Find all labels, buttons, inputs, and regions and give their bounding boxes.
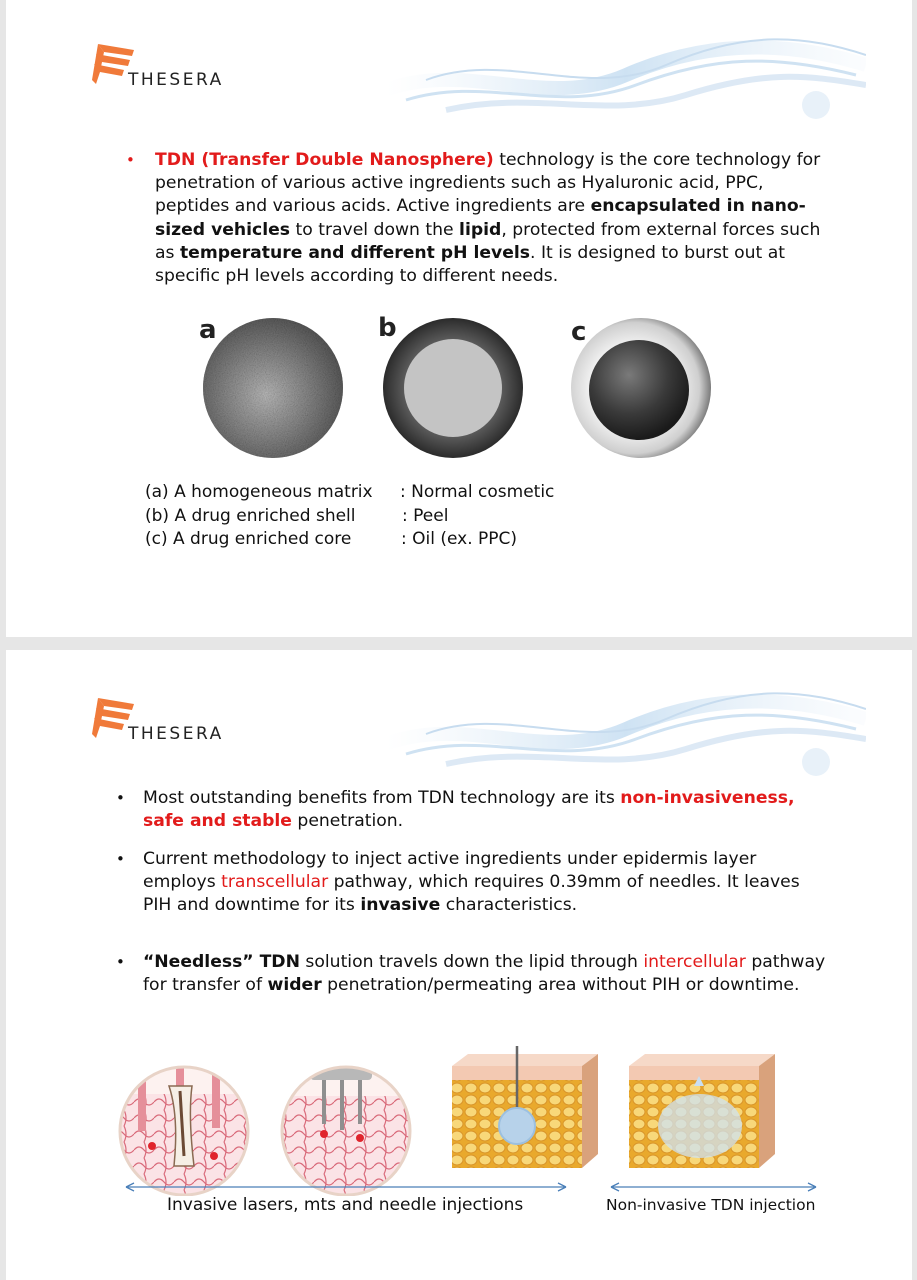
- decorative-wave-icon: [386, 20, 866, 130]
- thesera-logo: [90, 694, 290, 744]
- caption-row: [145, 528, 518, 552]
- text-span: technology is the core technology for penetration of various active ingredients such as Hyaluronic acid, PPC, peptides and various acids. Active ingredients are: [155, 150, 821, 217]
- bullet-marker: •: [116, 850, 125, 868]
- highlight-span: transcellular: [221, 872, 329, 893]
- text-span: penetration/permeating area without PIH or downtime.: [321, 975, 800, 996]
- sphere-label-b: b: [378, 313, 397, 343]
- bullet-marker: •: [116, 789, 125, 807]
- bold-span: temperature and different pH levels: [179, 242, 531, 263]
- benefit-bullet-3: [116, 951, 833, 997]
- caption-row: [145, 481, 555, 505]
- brand-name: THESERA: [128, 724, 224, 744]
- text-span: to travel down the: [290, 219, 460, 240]
- text-span: characteristics.: [440, 895, 578, 916]
- caption-value: : Peel: [402, 505, 449, 526]
- bullet-marker: •: [126, 151, 135, 169]
- text-span: . It is designed to burst out at specific pH levels according to different needs.: [155, 242, 785, 287]
- decorative-wave-icon: [386, 674, 866, 784]
- nanosphere-diagram: [191, 310, 731, 470]
- tdn-term: TDN (Transfer Double Nanosphere): [155, 150, 494, 170]
- caption-row: [145, 505, 449, 529]
- text-span: Most outstanding benefits from TDN technology are its: [143, 788, 621, 808]
- bold-span: encapsulated in nano-sized vehicles: [155, 196, 806, 240]
- needle-injection-illustration: [452, 1046, 598, 1168]
- brand-name: THESERA: [128, 70, 224, 90]
- caption-label: (b) A drug enriched shell: [145, 505, 356, 526]
- benefit-bullet-2: [116, 848, 833, 918]
- highlight-span: non-invasiveness, safe and stable: [143, 788, 795, 832]
- range-arrows: [116, 1180, 836, 1194]
- benefit-bullet-1: [116, 787, 833, 833]
- noninvasive-label: Non-invasive TDN injection: [606, 1196, 816, 1214]
- slide-1: [6, 0, 912, 637]
- text-span: , protected from external forces such as: [155, 219, 821, 263]
- tdn-injection-illustration: [629, 1054, 775, 1168]
- sphere-label-a: a: [199, 315, 217, 345]
- sphere-captions: [145, 481, 555, 552]
- tdn-description: [126, 149, 823, 288]
- bold-span: “Needless” TDN: [143, 952, 300, 972]
- highlight-span: intercellular: [643, 952, 746, 972]
- bold-span: wider: [267, 975, 322, 996]
- bold-span: lipid: [459, 219, 502, 240]
- text-span: solution travels down the lipid through: [299, 952, 644, 972]
- caption-value: : Oil (ex. PPC): [401, 529, 518, 549]
- invasive-methods-label: Invasive lasers, mts and needle injections: [167, 1195, 524, 1215]
- skin-illustrations: [114, 1046, 794, 1196]
- sphere-label-c: c: [571, 317, 587, 347]
- text-span: Current methodology to inject active ingredients under epidermis layer employs: [143, 849, 757, 893]
- caption-label: (a) A homogeneous matrix: [145, 482, 373, 502]
- thesera-logo: [90, 40, 290, 90]
- slide-2: [6, 650, 912, 1280]
- bold-span: invasive: [360, 895, 441, 916]
- caption-label: (c) A drug enriched core: [145, 529, 352, 549]
- text-span: penetration.: [291, 811, 404, 832]
- text-span: pathway, which requires 0.39mm of needles. It leaves PIH and downtime for its: [143, 872, 800, 916]
- caption-value: : Normal cosmetic: [400, 482, 555, 502]
- text-span: pathway for transfer of: [143, 952, 826, 996]
- bullet-marker: •: [116, 953, 125, 971]
